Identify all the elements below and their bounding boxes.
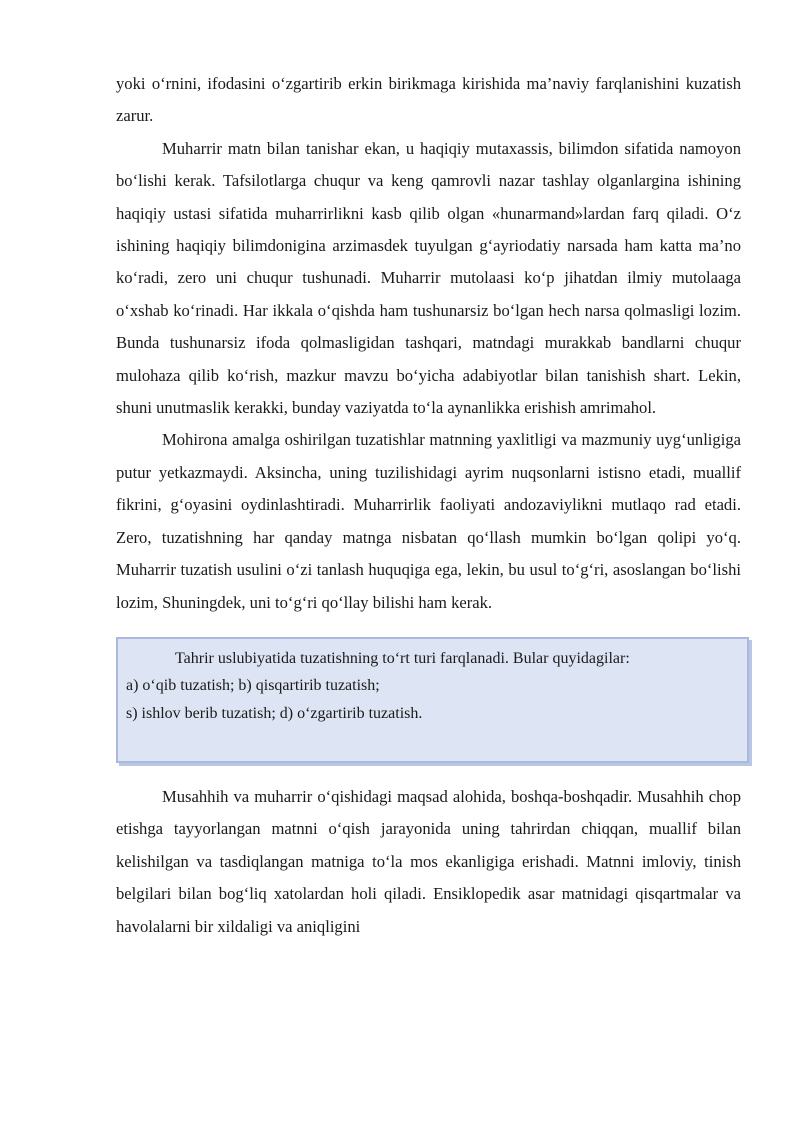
paragraph-continuation: yoki o‘rnini, ifodasini o‘zgartirib erkin birikmaga kirishida ma’naviy farqlanishini kuzatish zarur. [116, 74, 741, 126]
highlight-box-item-s-d: s) ishlov berib tuzatish; d) o‘zgartirib tuzatish. [126, 704, 423, 722]
paragraph-corrections: Mohirona amalga oshirilgan tuzatishlar matnning yaxlitligi va mazmuniy uyg‘unligiga putur yetkazmaydi. Aksincha, uning tuzilishidagi ayrim nuqsonlarni istisno etadi, muallif fikrini, g‘oyasini oydinlashtiradi. Muharrirlik faoliyati andozaviylikni mutlaqo rad etadi. Zero, tuzatishning har qanday matnga nisbatan qo‘llash mumkin bo‘lgan qolipi yo‘q. Muharrir tuzatish usulini o‘zi tanlash huquqiga ega, lekin, bu usul to‘g‘ri, asoslangan bo‘lishi lozim, Shuningdek, uni to‘g‘ri qo‘llay bilishi ham kerak. [116, 430, 741, 612]
highlight-box [116, 637, 749, 763]
highlight-box-item-a-b: a) o‘qib tuzatish; b) qisqartirib tuzatish; [126, 677, 380, 695]
highlight-box-heading: Tahrir uslubiyatida tuzatishning to‘rt turi farqlanadi. Bular quyidagilar: [175, 649, 630, 667]
page-body [116, 68, 741, 943]
paragraph-proofreader: Musahhih va muharrir o‘qishidagi maqsad alohida, boshqa-boshqadir. Musahhih chop etishga tayyorlangan matnni o‘qish jarayonida uning tahrirdan chiqqan, muallif bilan kelishilgan va tasdiqlangan matniga to‘la mos ekanligiga erishadi. Matnni imloviy, tinish belgilari bilan bog‘liq xatolardan holi qiladi. Ensiklopedik asar matnidagi qisqartmalar va havolalarni bir xildaligi va aniqligini [116, 786, 741, 936]
paragraph-editor-expertise: Muharrir matn bilan tanishar ekan, u haqiqiy mutaxassis, bilimdon sifatida namoyon bo‘lishi kerak. Tafsilotlarga chuqur va keng qamrovli nazar tashlay olganlargina ishining haqiqiy ustasi sifatida muharrirlikni kasb qilib olgan «hunarmand»lardan farq qiladi. O‘z ishining haqiqiy bilimdonigina arzimasdek tuyulgan g‘ayriodatiy narsada ham katta ma’no ko‘radi, zero uni chuqur tushunadi. Muharrir mutolaasi ko‘p jihatdan ilmiy mutolaaga o‘xshab ko‘rinadi. Har ikkala o‘qishda ham tushunarsiz bo‘lgan hech narsa qolmasligi lozim. Bunda tushunarsiz ifoda qolmasligidan tashqari, matndagi murakkab bandlarni chuqur mulohaza qilib ko‘rish, mazkur mavzu bo‘yicha adabiyotlar bilan tanishish shart. Lekin, shuni unutmaslik kerakki, bunday vaziyatda to‘la aynanlikka erishish amrimahol. [116, 138, 741, 418]
